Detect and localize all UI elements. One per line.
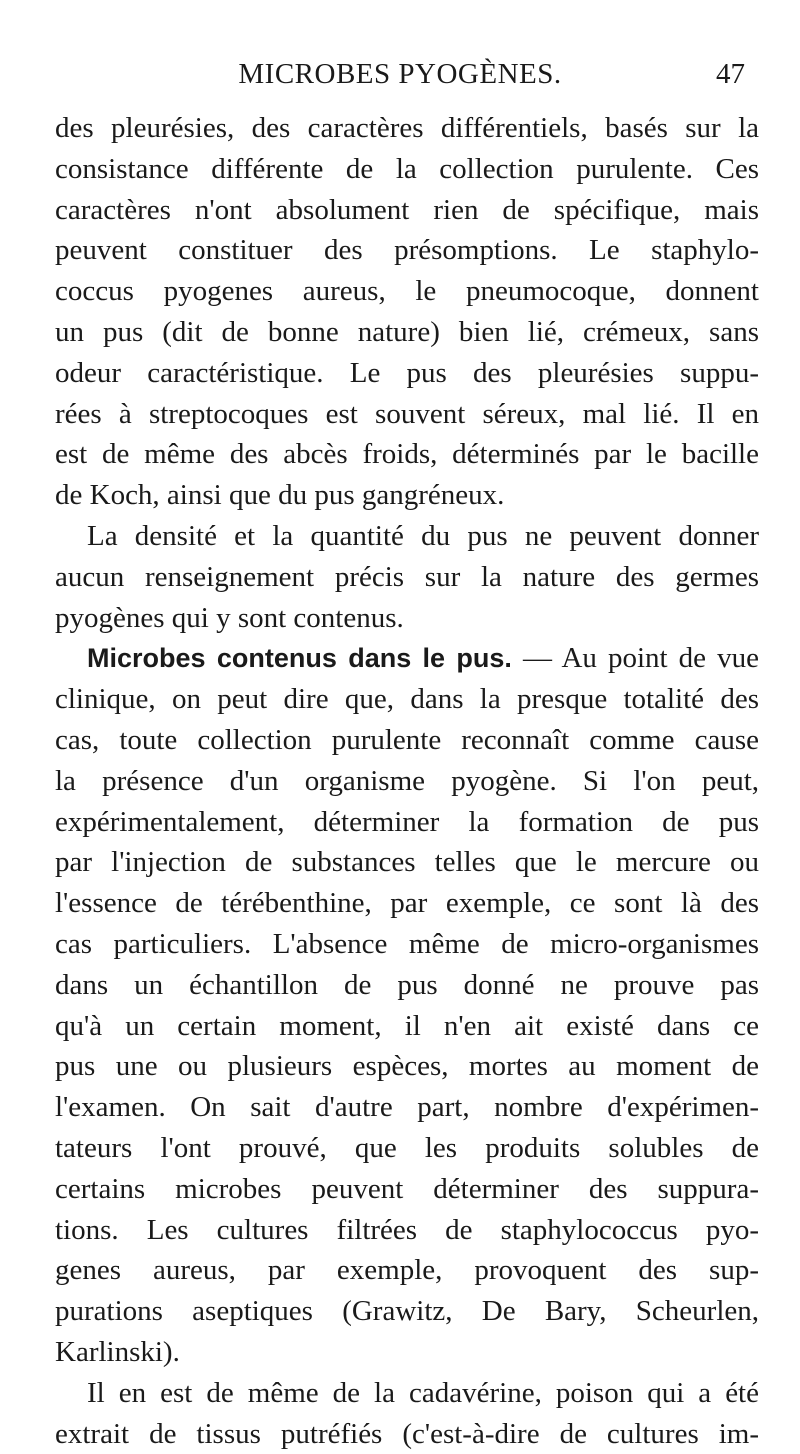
text-line: la présence d'un organisme pyogène. Si l'on peut,: [55, 761, 759, 802]
text-line: est de même des abcès froids, déterminés par le bacille: [55, 434, 759, 475]
section-heading-continuation: — Au point de vue: [512, 642, 759, 674]
paragraph-start-line: La densité et la quantité du pus ne peuvent donner: [55, 516, 759, 557]
text-line: tions. Les cultures filtrées de staphylococcus pyo-: [55, 1210, 759, 1251]
page-number: 47: [716, 58, 745, 91]
text-line: l'examen. On sait d'autre part, nombre d'expérimen-: [55, 1087, 759, 1128]
text-line: par l'injection de substances telles que le mercure ou: [55, 842, 759, 883]
text-line: extrait de tissus putréfiés (c'est-à-dire de cultures im-: [55, 1414, 759, 1454]
text-line: purations aseptiques (Grawitz, De Bary, Scheurlen,: [55, 1291, 759, 1332]
text-line: pyogènes qui y sont contenus.: [55, 598, 759, 639]
paragraph-start-line: Il en est de même de la cadavérine, poison qui a été: [55, 1373, 759, 1414]
text-line: l'essence de térébenthine, par exemple, ce sont là des: [55, 883, 759, 924]
body-text: [55, 108, 759, 1454]
text-line: cas particuliers. L'absence même de micro-organismes: [55, 924, 759, 965]
text-line: coccus pyogenes aureus, le pneumocoque, donnent: [55, 271, 759, 312]
page-header: [55, 58, 745, 98]
text-line: expérimentalement, déterminer la formation de pus: [55, 802, 759, 843]
text-line: un pus (dit de bonne nature) bien lié, crémeux, sans: [55, 312, 759, 353]
section-heading: Microbes contenus dans le pus.: [87, 643, 512, 673]
text-line: pus une ou plusieurs espèces, mortes au moment de: [55, 1046, 759, 1087]
text-line: odeur caractéristique. Le pus des pleurésies suppu-: [55, 353, 759, 394]
text-line: de Koch, ainsi que du pus gangréneux.: [55, 475, 759, 516]
text-line: caractères n'ont absolument rien de spécifique, mais: [55, 190, 759, 231]
text-line: tateurs l'ont prouvé, que les produits solubles de: [55, 1128, 759, 1169]
text-line: des pleurésies, des caractères différentiels, basés sur la: [55, 108, 759, 149]
section-heading-line: [55, 638, 759, 679]
text-line: genes aureus, par exemple, provoquent des sup-: [55, 1250, 759, 1291]
text-line: peuvent constituer des présomptions. Le staphylo-: [55, 230, 759, 271]
text-line: qu'à un certain moment, il n'en ait existé dans ce: [55, 1006, 759, 1047]
text-line: consistance différente de la collection purulente. Ces: [55, 149, 759, 190]
text-line: Karlinski).: [55, 1332, 759, 1373]
text-line: cas, toute collection purulente reconnaît comme cause: [55, 720, 759, 761]
text-line: dans un échantillon de pus donné ne prouve pas: [55, 965, 759, 1006]
text-line: clinique, on peut dire que, dans la presque totalité des: [55, 679, 759, 720]
text-line: aucun renseignement précis sur la nature des germes: [55, 557, 759, 598]
text-line: certains microbes peuvent déterminer des suppura-: [55, 1169, 759, 1210]
running-head: MICROBES PYOGÈNES.: [55, 58, 745, 91]
text-line: rées à streptocoques est souvent séreux, mal lié. Il en: [55, 394, 759, 435]
